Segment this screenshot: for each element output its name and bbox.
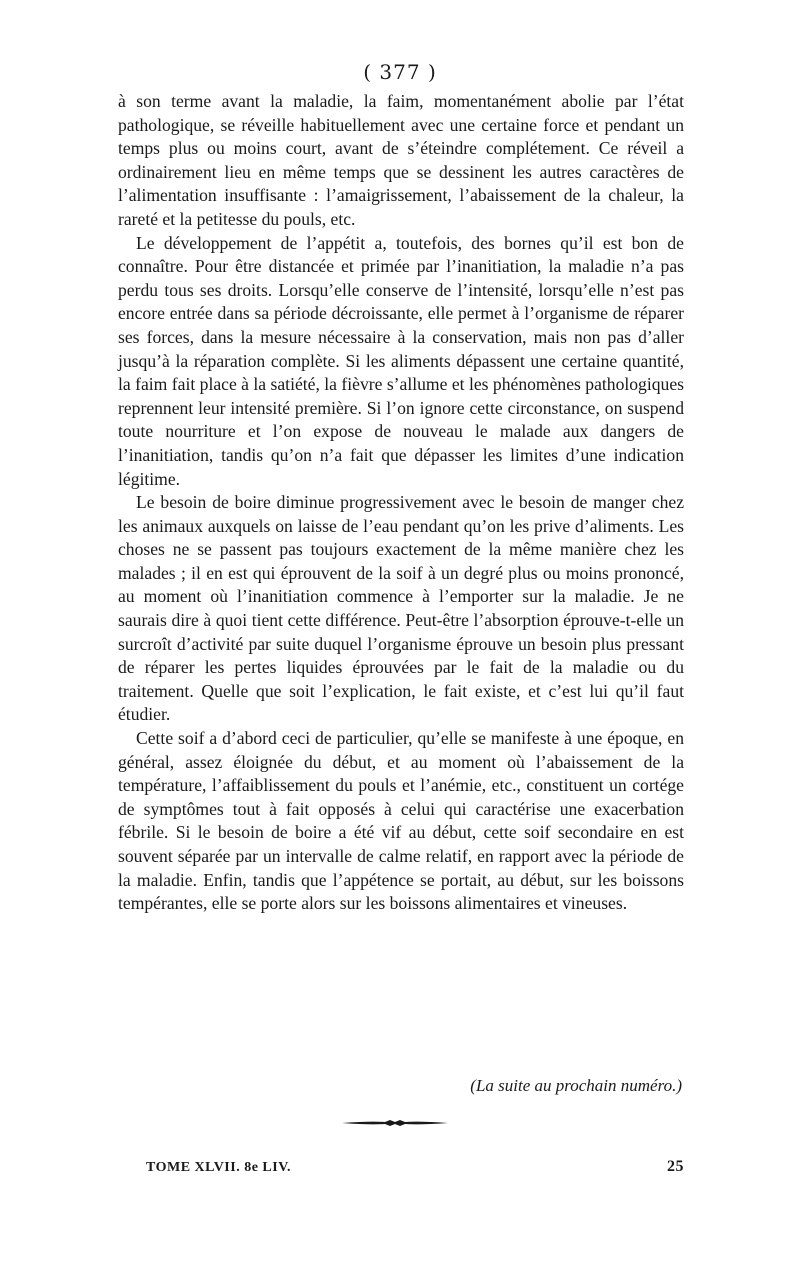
volume-signature: TOME XLVII. 8e LIV. [146,1160,292,1175]
paragraph-4: Cette soif a d’abord ceci de particulier, qu’elle se manifeste à une époque, en général, assez éloignée du début, et au moment où l’abaissement de la température, l’affaiblissement du pouls et l’anémie, etc., constituent un cortége de symptômes tout à fait opposés à celui qui caractérise une exacerbation fébrile. Si le besoin de boire a été vif au début, cette soif secondaire en est souvent séparée par un intervalle de calme relatif, en rapport avec la période de la maladie. Enfin, tandis que l’appétence se portait, au début, sur les boissons tempérantes, elle se porte alors sur les boissons alimentaires et vineuses. [118,728,684,914]
continuation-note: (La suite au prochain numéro.) [470,1076,682,1095]
paragraph-2: Le développement de l’appétit a, toutefois, des bornes qu’il est bon de connaître. Pour être distancée et primée par l’inanitiation, la maladie n’a pas perdu tous ses droits. Lorsqu’elle conserve de l’intensité, lorsqu’elle n’est pas encore entrée dans sa période décroissante, elle permet à l’organisme de réparer ses forces, dans la mesure nécessaire à la conservation, mais non pas d’aller jusqu’à la réparation complète. Si les aliments dépassent une certaine quantité, la faim fait place à la satiété, la fièvre s’allume et les phénomènes pathologiques reprennent leur intensité première. Si l’on ignore cette circonstance, on suspend toute nourriture et l’on expose de nouveau le malade aux dangers de l’inanitiation, tandis qu’on n’a fait que dépasser les limites d’une indication légitime. [118,232,684,489]
body-text [118,90,684,916]
paragraph-3: Le besoin de boire diminue progressivement avec le besoin de manger chez les animaux auxquels on laisse de l’eau pendant qu’on les prive d’aliments. Les choses ne se passent pas toujours exactement de la même manière chez les malades ; il en est qui éprouvent de la soif à un degré plus ou moins prononcé, au moment où l’inanitiation commence à l’emporter sur la maladie. Je ne saurais dire à quoi tient cette différence. Peut-être l’absorption éprouve-t-elle un surcroît d’activité par suite duquel l’organisme éprouve un besoin plus pressant de réparer les pertes liquides éprouvées par le fait de la maladie ou du traitement. Quelle que soit l’explication, le fait existe, et c’est lui qu’il faut étudier. [118,492,684,725]
sheet-number: 25 [667,1158,684,1175]
paragraph-1: à son terme avant la maladie, la faim, momentanément abolie par l’état pathologique, se réveille habituellement avec une certaine force et pendant un temps plus ou moins court, avant de s’éteindre complétement. Ce réveil a ordinairement lieu en même temps que se dessinent les autres caractères de l’alimentation insuffisante : l’amaigrissement, l’abaissement de la chaleur, la rareté et la petitesse du pouls, etc. [118,91,684,229]
page-number: ( 377 ) [363,60,437,84]
ornament-divider-icon [340,1118,450,1128]
